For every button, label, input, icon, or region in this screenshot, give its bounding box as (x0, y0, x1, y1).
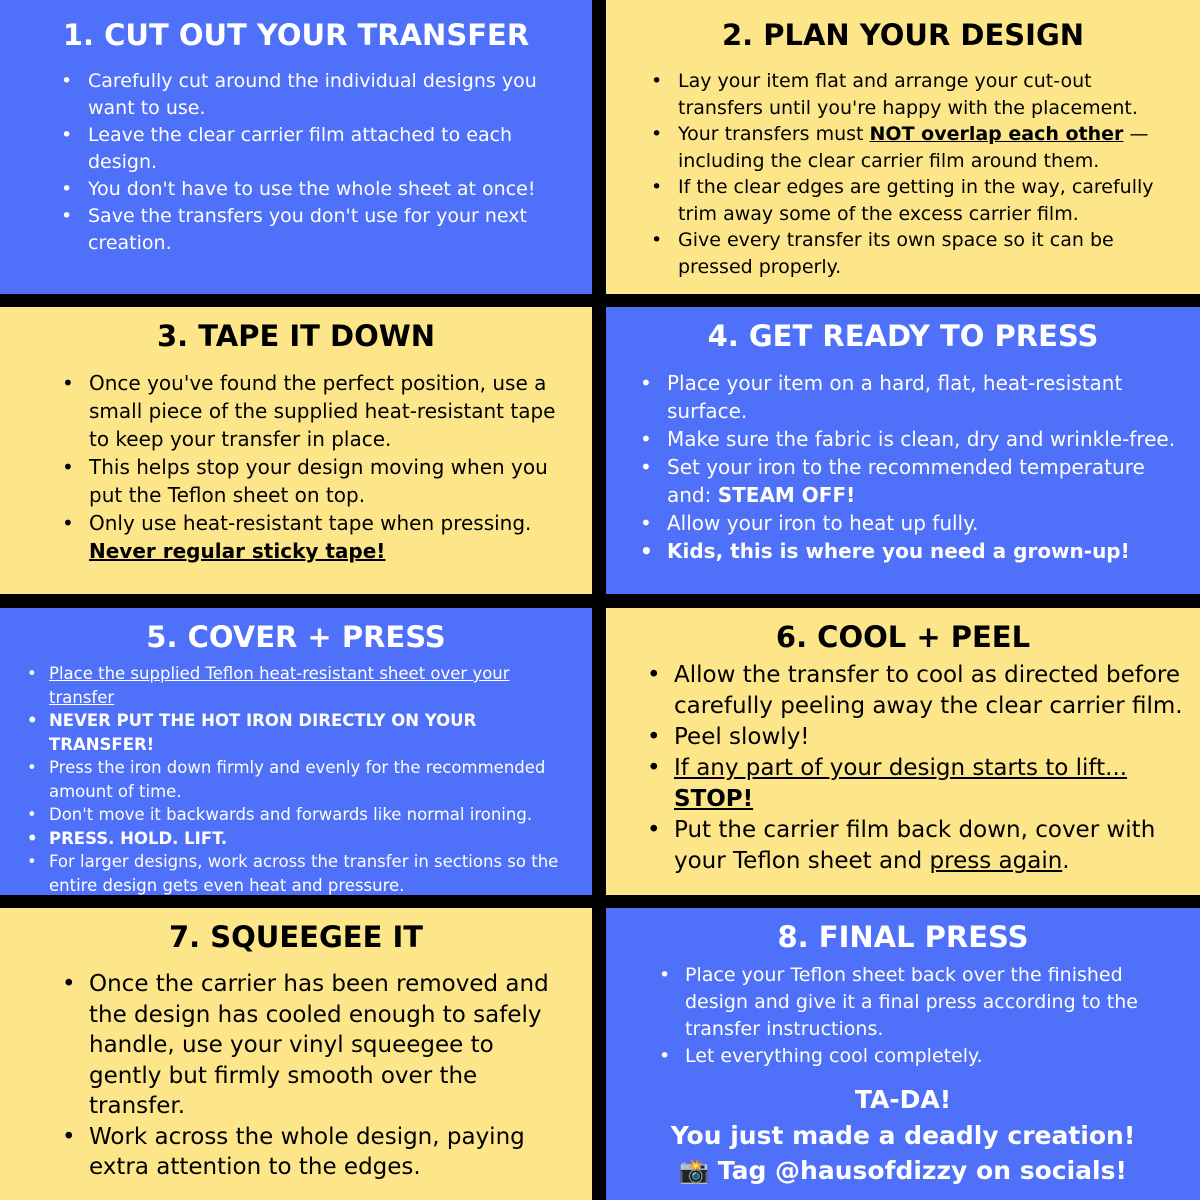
list-item: • Work across the whole design, paying extra attention to the edges. (89, 1122, 554, 1183)
list-item: • Only use heat-resistant tape when pressing. Never regular sticky tape! (89, 509, 559, 565)
tag-line (606, 1153, 1200, 1190)
list-item: • If any part of your design starts to lift... STOP! (674, 753, 1189, 815)
step-3-list (89, 369, 559, 565)
step-3-title: 3. TAPE IT DOWN (156, 319, 436, 353)
step-7-title: 7. SQUEEGEE IT (168, 920, 424, 954)
emphasis-text: Never regular sticky tape! (89, 539, 386, 563)
list-item: • Put the carrier film back down, cover with your Teflon sheet and press again. (674, 815, 1189, 877)
list-item: • NEVER PUT THE HOT IRON DIRECTLY ON YOUR TRANSFER! (49, 709, 579, 756)
ta-da-text: TA-DA! (854, 1085, 952, 1114)
emphasis-text: STOP! (674, 786, 754, 812)
step-7-panel (0, 908, 592, 1200)
list-item: • Set your iron to the recommended temperature and: STEAM OFF! (667, 453, 1187, 509)
step-1-list (88, 68, 558, 257)
camera-icon: 📸 (679, 1157, 710, 1185)
list-item: • Place the supplied Teflon heat-resistant sheet over your transfer (49, 662, 579, 709)
list-item: • Place your Teflon sheet back over the finished design and give it a final press according to the transfer instructions. (685, 962, 1180, 1043)
step-8-list (685, 962, 1180, 1070)
list-item: • Let everything cool completely. (685, 1043, 1180, 1070)
list-item: • Once the carrier has been removed and the design has cooled enough to safely handle, use your vinyl squeegee to gently but firmly smooth over the transfer. (89, 969, 554, 1122)
list-item: • Peel slowly! (674, 722, 1189, 753)
step-5-list (49, 662, 579, 897)
step-4-list (667, 369, 1187, 565)
finale-message (606, 1082, 1200, 1190)
step-4-panel (606, 307, 1200, 594)
list-item: • Press the iron down firmly and evenly for the recommended amount of time. (49, 756, 579, 803)
list-item: • Leave the clear carrier film attached to each design. (88, 122, 558, 176)
list-item: • Give every transfer its own space so it can be pressed properly. (678, 227, 1178, 280)
list-item: • Make sure the fabric is clean, dry and wrinkle-free. (667, 425, 1187, 453)
step-8-title: 8. FINAL PRESS (777, 920, 1029, 954)
tag-text: Tag @hausofdizzy on socials! (717, 1156, 1127, 1185)
step-8-panel (606, 908, 1200, 1200)
list-item: • Lay your item flat and arrange your cut-out transfers until you're happy with the placement. (678, 68, 1178, 121)
list-item: • Carefully cut around the individual designs you want to use. (88, 68, 558, 122)
step-5-title: 5. COVER + PRESS (146, 620, 446, 654)
list-item: • You don't have to use the whole sheet at once! (88, 176, 558, 203)
list-item: • Once you've found the perfect position, use a small piece of the supplied heat-resistant tape to keep your transfer in place. (89, 369, 559, 453)
list-item: • Kids, this is where you need a grown-up! (667, 537, 1187, 565)
step-5-panel (0, 608, 592, 895)
creation-text: You just made a deadly creation! (670, 1120, 1136, 1150)
step-1-title: 1. CUT OUT YOUR TRANSFER (62, 18, 530, 52)
list-item: • Allow your iron to heat up fully. (667, 509, 1187, 537)
list-item: • Save the transfers you don't use for your next creation. (88, 203, 558, 257)
step-1-panel (0, 0, 592, 294)
emphasis-text: press again (929, 848, 1063, 874)
list-item: • Place your item on a hard, flat, heat-resistant surface. (667, 369, 1187, 425)
list-item: • This helps stop your design moving when you put the Teflon sheet on top. (89, 453, 559, 509)
list-item: • Your transfers must NOT overlap each other — including the clear carrier film around them. (678, 121, 1178, 174)
step-6-list (674, 660, 1189, 877)
step-2-title: 2. PLAN YOUR DESIGN (721, 18, 1085, 52)
step-4-title: 4. GET READY TO PRESS (707, 319, 1099, 353)
list-item: • If the clear edges are getting in the way, carefully trim away some of the excess carrier film. (678, 174, 1178, 227)
list-item: • Allow the transfer to cool as directed before carefully peeling away the clear carrier film. (674, 660, 1189, 722)
step-7-list (89, 969, 554, 1183)
emphasis-text: NOT overlap each other (869, 123, 1124, 145)
list-item: • For larger designs, work across the transfer in sections so the entire design gets even heat and pressure. (49, 850, 579, 897)
step-2-panel (606, 0, 1200, 294)
step-3-panel (0, 307, 592, 594)
list-item: • Don't move it backwards and forwards like normal ironing. (49, 803, 579, 827)
step-2-list (678, 68, 1178, 280)
list-item: • PRESS. HOLD. LIFT. (49, 827, 579, 851)
step-6-panel (606, 608, 1200, 895)
step-6-title: 6. COOL + PEEL (775, 620, 1031, 654)
emphasis-text: STEAM OFF! (717, 483, 856, 507)
